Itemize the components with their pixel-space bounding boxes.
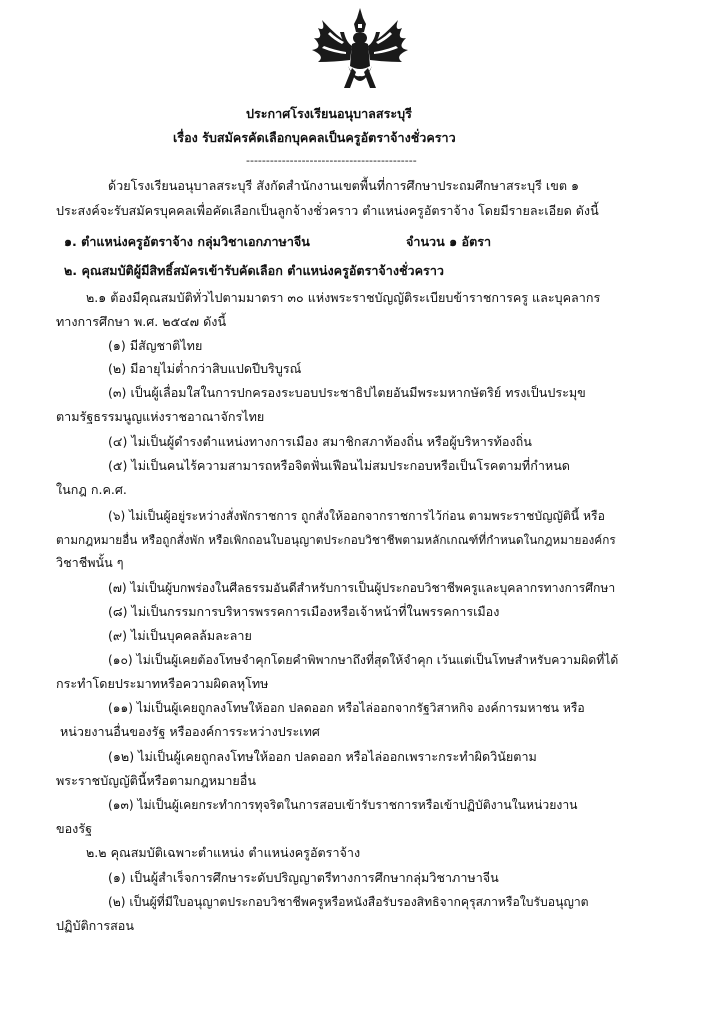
section2-line: กระทำโดยประมาทหรือความผิดลหุโทษ xyxy=(56,676,269,691)
section2-line: (๑๓) ไม่เป็นผู้เคยกระทำการทุจริตในการสอบเข้ารับราชการหรือเข้าปฏิบัติงานในหน่วยงาน xyxy=(108,798,578,812)
section2-line: (๒) มีอายุไม่ต่ำกว่าสิบแปดปีบริบูรณ์ xyxy=(108,361,302,376)
section2-line: (๓) เป็นผู้เลื่อมใสในการปกครองระบอบประชาธิปไตยอันมีพระมหากษัตริย์ ทรงเป็นประมุข xyxy=(108,385,586,400)
announcement-subject: เรื่อง รับสมัครคัดเลือกบุคคลเป็นครูอัตราจ้างชั่วคราว xyxy=(173,130,456,145)
section2-line: วิชาชีพนั้น ๆ xyxy=(56,555,124,570)
garuda-emblem-icon xyxy=(300,6,420,96)
section1-count: จำนวน ๑ อัตรา xyxy=(406,234,492,249)
section2-line: ๒.๒ คุณสมบัติเฉพาะตำแหน่ง ตำแหน่งครูอัตราจ้าง xyxy=(86,845,361,860)
section2-heading: ๒. คุณสมบัติผู้มีสิทธิ์สมัครเข้ารับคัดเลือก ตำแหน่งครูอัตราจ้างชั่วคราว xyxy=(64,263,444,278)
section2-line: (๑) เป็นผู้สำเร็จการศึกษาระดับปริญญาตรีทางการศึกษากลุ่มวิชาภาษาจีน xyxy=(108,870,499,885)
section2-line: (๑๐) ไม่เป็นผู้เคยต้องโทษจำคุกโดยคำพิพากษาถึงที่สุดให้จำคุก เว้นแต่เป็นโทษสำหรับความผิดที่ได้ xyxy=(108,653,619,667)
section2-line: (๑) มีสัญชาติไทย xyxy=(108,338,203,353)
section2-line: (๗) ไม่เป็นผู้บกพร่องในศีลธรรมอันดีสำหรับการเป็นผู้ประกอบวิชาชีพครูและบุคลากรทางการศึกษา xyxy=(108,581,616,595)
section2-line: (๖) ไม่เป็นผู้อยู่ระหว่างสั่งพักราชการ ถูกสั่งให้ออกจากราชการไว้ก่อน ตามพระราชบัญญัตินี้ หรือ xyxy=(108,509,605,523)
section2-line: (๒) เป็นผู้ที่มีใบอนุญาตประกอบวิชาชีพครูหรือหนังสือรับรองสิทธิจากคุรุสภาหรือใบรับอนุญาต xyxy=(108,895,589,909)
announcement-title: ประกาศโรงเรียนอนุบาลสระบุรี xyxy=(246,106,412,121)
section2-line: ตามรัฐธรรมนูญแห่งราชอาณาจักรไทย xyxy=(56,409,265,424)
section2-line: (๑๑) ไม่เป็นผู้เคยถูกลงโทษให้ออก ปลดออก หรือไล่ออกจากรัฐวิสาหกิจ องค์การมหาชน หรือ xyxy=(108,701,585,715)
section2-line: พระราชบัญญัตินี้หรือตามกฎหมายอื่น xyxy=(56,773,256,788)
section2-line: หน่วยงานอื่นของรัฐ หรือองค์การระหว่างประเทศ xyxy=(60,724,320,739)
section2-line: ของรัฐ xyxy=(56,821,93,836)
section2-line: ปฏิบัติการสอน xyxy=(56,918,134,933)
intro-line-1: ด้วยโรงเรียนอนุบาลสระบุรี สังกัดสำนักงานเขตพื้นที่การศึกษาประถมศึกษาสระบุรี เขต ๑ xyxy=(108,178,580,193)
section2-line: ตามกฎหมายอื่น หรือถูกสั่งพัก หรือเพิกถอนใบอนุญาตประกอบวิชาชีพตามหลักเกณฑ์ที่กำหนดในกฎหมายองค์กร xyxy=(56,533,616,547)
section2-line: (๔) ไม่เป็นผู้ดำรงตำแหน่งทางการเมือง สมาชิกสภาท้องถิ่น หรือผู้บริหารท้องถิ่น xyxy=(108,434,532,449)
section1-position: ๑. ตำแหน่งครูอัตราจ้าง กลุ่มวิชาเอกภาษาจีน xyxy=(64,234,310,249)
intro-line-2: ประสงค์จะรับสมัครบุคคลเพื่อคัดเลือกเป็นลูกจ้างชั่วคราว ตำแหน่งครูอัตราจ้าง โดยมีรายละเอียด ดังนี้ xyxy=(56,203,599,218)
section2-line: (๕) ไม่เป็นคนไร้ความสามารถหรือจิตฟั่นเฟือนไม่สมประกอบหรือเป็นโรคตามที่กำหนด xyxy=(108,458,570,473)
header-separator: ------------------------------------------- xyxy=(246,154,417,167)
section2-line: ในกฎ ก.ค.ศ. xyxy=(56,482,127,497)
section2-line: (๑๒) ไม่เป็นผู้เคยถูกลงโทษให้ออก ปลดออก หรือไล่ออกเพราะกระทำผิดวินัยตาม xyxy=(108,749,537,764)
section2-line: ๒.๑ ต้องมีคุณสมบัติทั่วไปตามมาตรา ๓๐ แห่งพระราชบัญญัติระเบียบข้าราชการครู และบุคลากร xyxy=(86,290,601,305)
section2-line: (๙) ไม่เป็นบุคคลล้มละลาย xyxy=(108,628,252,643)
section2-line: (๘) ไม่เป็นกรรมการบริหารพรรคการเมืองหรือเจ้าหน้าที่ในพรรคการเมือง xyxy=(108,604,500,619)
section2-line: ทางการศึกษา พ.ศ. ๒๕๔๗ ดังนี้ xyxy=(56,314,227,329)
